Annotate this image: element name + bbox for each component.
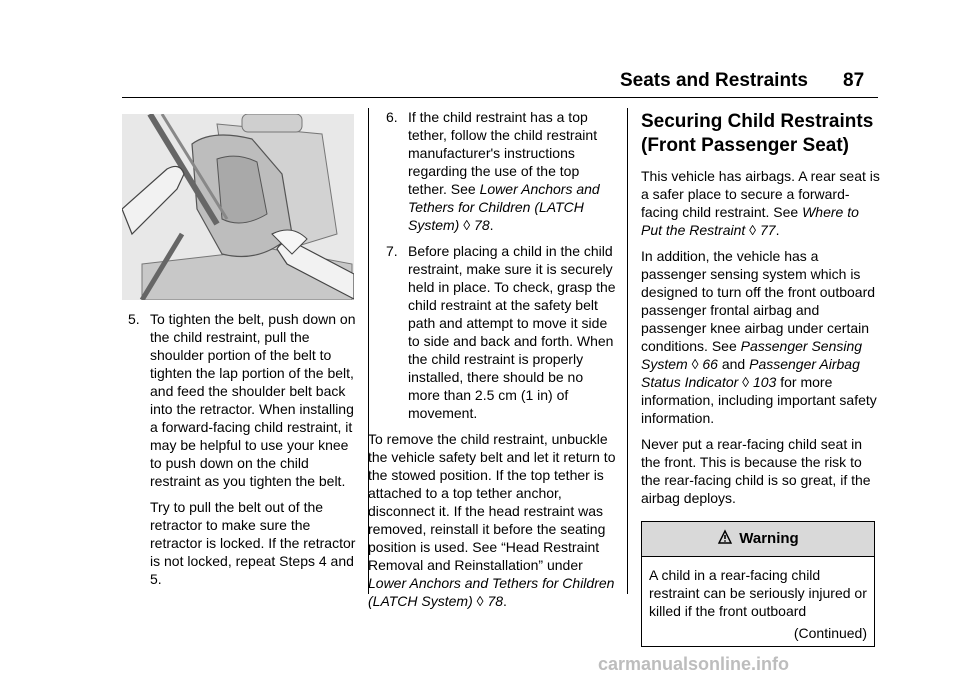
page-ref-icon: ◊	[749, 222, 757, 238]
paragraph-text: for more information, including important safety information.	[641, 374, 877, 426]
step-7	[386, 242, 618, 422]
warning-box	[641, 521, 875, 647]
column-1	[128, 310, 360, 596]
page-ref-icon: ◊	[691, 356, 699, 372]
paragraph-text: This vehicle has airbags. A rear seat is a safer place to secure a forward-facing child restraint. See	[641, 168, 880, 220]
warning-text: A child in a rear-facing child restraint can be seriously injured or killed if the front outboard	[649, 567, 867, 619]
watermark: carmanualsonline.info	[598, 654, 790, 674]
page-ref-link[interactable]: 77	[759, 222, 776, 238]
cross-reference-link[interactable]: Passenger Airbag Status Indicator	[641, 356, 860, 390]
column-3	[641, 108, 881, 647]
page-ref-icon: ◊	[463, 217, 471, 233]
warning-title: Warning	[739, 530, 799, 547]
step-5-followup: Try to pull the belt out of the retractor to make sure the retractor is locked. If the retractor is not locked, repeat Steps 4 and 5.	[150, 499, 356, 587]
remove-restraint-paragraph	[368, 430, 618, 610]
page-ref-link[interactable]: 103	[752, 374, 777, 390]
section-heading: Securing Child Restraints (Front Passenger Seat)	[641, 111, 874, 156]
page-ref-icon: ◊	[476, 593, 484, 609]
page-number: 87	[843, 70, 865, 91]
page-ref-link[interactable]: 78	[487, 593, 504, 609]
section-title: Seats and Restraints	[620, 70, 808, 91]
page-ref-link[interactable]: 66	[702, 356, 718, 372]
cross-reference-link[interactable]: Lower Anchors and Tethers for Children (LATCH System)	[408, 181, 600, 233]
page-ref-icon: ◊	[742, 374, 750, 390]
paragraph-text: In addition, the vehicle has a passenger sensing system which is designed to turn off the front outboard passenger frontal airbag and passenger knee airbag under certain conditions. See	[641, 248, 876, 354]
cross-reference-link[interactable]: Lower Anchors and Tethers for Children (LATCH System)	[368, 575, 615, 609]
warning-body	[642, 557, 874, 646]
step-text: To tighten the belt, push down on the child restraint, pull the shoulder portion of the belt to tighten the lap portion of the belt, and feed the shoulder belt back into the retractor. When installing a forward-facing child restraint, it may be helpful to use your knee to push down on the child restraint as you tighten the belt.	[150, 311, 356, 489]
step-text: If the child restraint has a top tether, follow the child restraint manufacturer's instructions regarding the use of the top tether. See	[408, 109, 598, 197]
rear-facing-paragraph: Never put a rear-facing child seat in the front. This is because the risk to the rear-facing child is so great, if the airbag deploys.	[641, 436, 871, 506]
step-text: Before placing a child in the child restraint, make sure it is securely held in place. To check, grasp the child restraint at the safety belt path and attempt to move it side to side and back and forth. When the child restraint is properly installed, there should be no more than 2.5 cm (1 in) of movement.	[408, 243, 616, 421]
column-divider	[627, 108, 628, 594]
continued-label: (Continued)	[793, 625, 867, 641]
punctuation: .	[775, 222, 780, 238]
punctuation: .	[503, 593, 507, 609]
step-5	[128, 310, 360, 490]
step-number: 7.	[386, 243, 398, 259]
header-rule	[122, 97, 878, 98]
paragraph-text: To remove the child restraint, unbuckle the vehicle safety belt and let it return to the stowed position. If the top tether is attached to a top tether anchor, disconnect it. If the head restraint was removed, reinstall it before the seating position is used. See “Head Restraint Removal and Reinstallation” under	[368, 431, 616, 573]
child-seat-illustration	[122, 114, 354, 300]
step-number: 5.	[128, 311, 140, 327]
cross-reference-link[interactable]: Where to Put the Restraint	[641, 204, 859, 238]
airbag-paragraph	[641, 167, 881, 239]
paragraph-text: and	[717, 356, 750, 372]
punctuation: .	[489, 217, 494, 233]
column-2	[368, 108, 618, 618]
warning-header	[642, 522, 874, 557]
page-header	[0, 70, 960, 100]
step-6	[386, 108, 618, 234]
step-number: 6.	[386, 109, 398, 125]
cross-reference-link[interactable]: Passenger Sensing System	[641, 338, 863, 372]
sensing-system-paragraph	[641, 247, 881, 427]
warning-icon	[717, 529, 733, 545]
child-seat-drawing	[122, 114, 354, 300]
page-ref-link[interactable]: 78	[474, 217, 490, 233]
